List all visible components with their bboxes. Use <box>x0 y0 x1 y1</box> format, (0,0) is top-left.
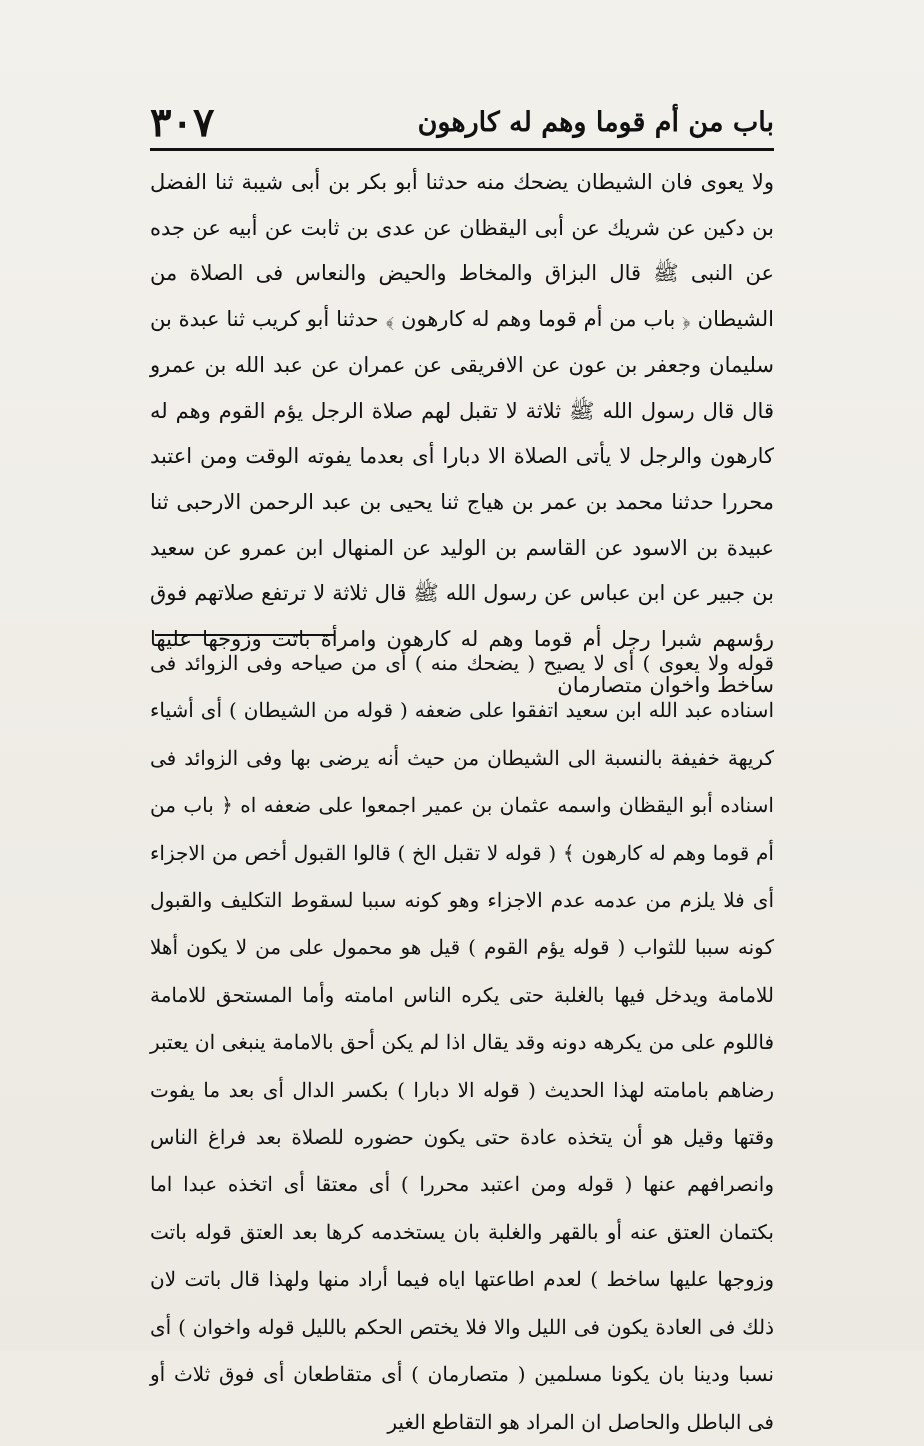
page-header <box>150 96 774 151</box>
hadith-paragraph: ولا يعوى فان الشيطان يضحك منه حدثنا أبو بكر بن أبى شيبة ثنا الفضل بن دكين عن شريك عن أبى اليقظان عن عدى بن ثابت عن أبيه عن جده عن النبى ﷺ قال البزاق والمخاط والحيض والنعاس فى الصلاة من الشيطان ﴿ باب من أم قوما وهم له كارهون ﴾ حدثنا أبو كريب ثنا عبدة بن سليمان وجعفر بن عون عن الافريقى عن عمران عن عبد الله بن عمرو قال قال رسول الله ﷺ ثلاثة لا تقبل لهم صلاة الرجل يؤم القوم وهم له كارهون والرجل لا يأتى الصلاة الا دبارا أى بعدما يفوته الوقت ومن اعتبد محررا حدثنا محمد بن عمر بن هياج ثنا يحيى بن عبد الرحمن الارحبى ثنا عبيدة بن الاسود عن القاسم بن الوليد عن المنهال ابن عمرو عن سعيد بن جبير عن ابن عباس عن رسول الله ﷺ قال ثلاثة لا ترتفع صلاتهم فوق رؤسهم شبرا رجل أم قوما وهم له كارهون وامرأة باتت وزوجها عليها ساخط واخوان متصارمان <box>150 170 774 697</box>
page-number: ۳۰۷ <box>150 98 215 146</box>
running-title: باب من أم قوما وهم له كارهون <box>417 106 774 138</box>
footnote-divider <box>155 634 335 636</box>
commentary-text <box>150 640 774 1434</box>
commentary-paragraph: قوله ولا يعوى ) أى لا يصيح ( يضحك منه ) أى من صياحه وفى الزوائد فى اسناده عبد الله ابن سعيد اتفقوا على ضعفه ( قوله من الشيطان ) أى أشياء كريهة خفيفة بالنسبة الى الشيطان من حيث أنه يرضى بها وفى الزوائد فى اسناده أبو اليقظان واسمه عثمان بن عمير اجمعوا على ضعفه اه ﴿ باب من أم قوما وهم له كارهون ﴾ ( قوله لا تقبل الخ ) قالوا القبول أخص من الاجزاء أى فلا يلزم من عدمه عدم الاجزاء وهو كونه سببا لسقوط التكليف والقبول كونه سببا للثواب ( قوله يؤم القوم ) قيل هو محمول على من لا يكون أهلا للامامة ويدخل فيها بالغلبة حتى يكره الناس امامته وأما المستحق للامامة فاللوم على من يكرهه دونه وقد يقال اذا لم يكن أحق بالامامة ينبغى ان يعتبر رضاهم بامامته لهذا الحديث ( قوله الا دبارا ) بكسر الدال أى بعد ما يفوت وقتها وقيل هو أن يتخذه عادة حتى يكون حضوره للصلاة بعد فراغ الناس وانصرافهم عنها ( قوله ومن اعتبد محررا ) أى معتقا أى اتخذه عبدا اما بكتمان العتق عنه أو بالقهر والغلبة بان يستخدمه كرها بعد العتق قوله باتت وزوجها عليها ساخط ) لعدم اطاعتها اياه فيما أراد منها ولهذا قال باتت لان ذلك فى العادة يكون فى الليل والا فلا يختص الحكم بالليل قوله واخوان ) أى نسبا ودينا بان يكونا مسلمين ( متصارمان ) أى متقاطعان أى فوق ثلاث أو فى الباطل والحاصل ان المراد هو التقاطع الغير <box>150 651 774 1434</box>
hadith-text <box>150 160 774 697</box>
